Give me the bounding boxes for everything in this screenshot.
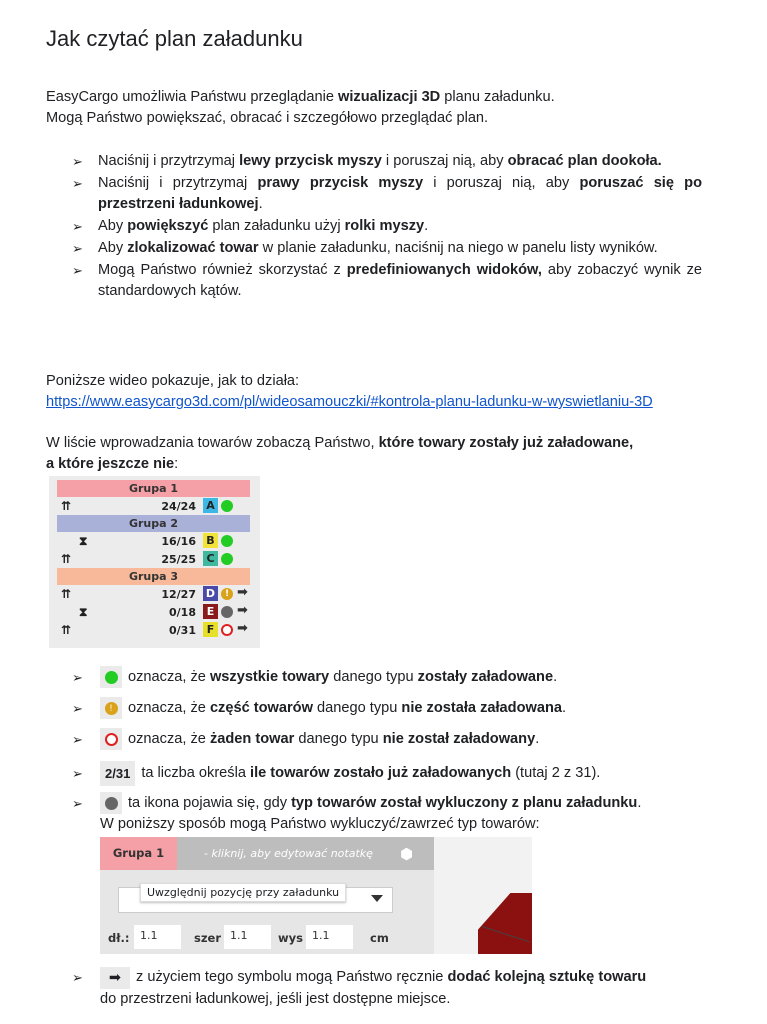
hourglass-icon: ⧗ xyxy=(79,534,88,548)
type-letter: A xyxy=(203,498,218,513)
width-input[interactable]: 1.1 xyxy=(224,925,271,949)
stack-icon: ⇈ xyxy=(61,552,72,566)
grey-status-icon xyxy=(221,606,233,618)
green-status-icon xyxy=(221,500,233,512)
list-item: ➢ Mogą Państwo również skorzystać z predefiniowanych widoków, aby zobaczyć wynik ze standardowych kątów. xyxy=(72,260,702,302)
cargo-group-list xyxy=(49,476,260,648)
list-item: ➢ Naciśnij i przytrzymaj prawy przycisk myszy i poruszaj nią, aby poruszać się po przestrzeni ładunkowej. xyxy=(72,173,702,215)
bullet-arrow-icon: ➢ xyxy=(72,263,83,278)
intro-text-end: planu załadunku. xyxy=(440,89,555,105)
group-label: Grupa 1 xyxy=(100,837,177,870)
legend-count: ➢ 2/31 ta liczba określa ile towarów zostało już załadowanych (tutaj 2 z 31). xyxy=(72,761,712,786)
edit-note-link[interactable]: - kliknij, aby edytować notatkę xyxy=(204,847,373,860)
add-item-arrow-icon: ➡ xyxy=(100,967,130,989)
cargo-row[interactable] xyxy=(49,621,260,639)
unit-label: cm xyxy=(370,931,389,945)
bullet-arrow-icon: ➢ xyxy=(72,154,83,169)
green-status-icon xyxy=(221,535,233,547)
bullet-arrow-icon: ➢ xyxy=(72,970,83,985)
cargo-box-icon[interactable]: ⬢ xyxy=(400,846,414,863)
intro-bold: wizualizacji 3D xyxy=(338,89,441,105)
none-loaded-icon xyxy=(100,728,122,750)
instructions-list xyxy=(72,151,702,303)
loaded-count: 25/25 xyxy=(161,553,196,566)
excluded-icon xyxy=(100,792,122,814)
group-header[interactable]: Grupa 3 xyxy=(57,568,250,585)
green-status-icon xyxy=(100,666,122,688)
group-header[interactable]: Grupa 1 xyxy=(57,480,250,497)
loaded-count: 0/18 xyxy=(169,606,196,619)
page-title: Jak czytać plan załadunku xyxy=(46,26,303,51)
type-letter: B xyxy=(203,533,218,548)
bullet-arrow-icon: ➢ xyxy=(72,219,83,234)
type-letter: D xyxy=(203,586,218,601)
group-header[interactable]: Grupa 2 xyxy=(57,515,250,532)
list-item: ➢ Aby powiększyć plan załadunku użyj rolki myszy. xyxy=(72,216,702,237)
intro-line-2: Mogą Państwo powiększać, obracać i szczegółowo przeglądać plan. xyxy=(46,110,489,126)
loaded-count: 16/16 xyxy=(161,535,196,548)
height-input[interactable]: 1.1 xyxy=(306,925,353,949)
list-intro: W liście wprowadzania towarów zobaczą Państwo, które towary zostały już załadowane, a które jeszcze nie: xyxy=(46,435,634,472)
cargo-row[interactable] xyxy=(49,532,260,550)
legend-yellow: ➢ ! oznacza, że część towarów danego typu nie została załadowana. xyxy=(72,697,712,719)
intro-text: EasyCargo umożliwia Państwu przeglądanie xyxy=(46,89,339,105)
add-item-arrow-icon[interactable]: ➡ xyxy=(237,603,248,618)
bullet-arrow-icon: ➢ xyxy=(72,176,83,191)
bullet-arrow-icon: ➢ xyxy=(72,731,83,747)
video-link[interactable]: https://www.easycargo3d.com/pl/wideosamouczki/#kontrola-planu-ladunku-w-wyswietlaniu-3D xyxy=(46,394,653,410)
width-label: szer xyxy=(194,931,222,945)
arrow-description: do przestrzeni ładunkowej, jeśli jest dostępne miejsce. xyxy=(100,991,451,1007)
yellow-status-icon: ! xyxy=(221,588,233,600)
include-select-label: Uwzględnij pozycję przy załadunku xyxy=(140,883,346,902)
height-label: wys xyxy=(278,931,303,945)
count-badge: 2/31 xyxy=(100,761,135,786)
stack-icon: ⇈ xyxy=(61,499,72,513)
cargo-row[interactable] xyxy=(49,497,260,515)
length-input[interactable]: 1.1 xyxy=(134,925,181,949)
bullet-arrow-icon: ➢ xyxy=(72,669,83,685)
type-letter: E xyxy=(203,604,218,619)
cargo-row[interactable] xyxy=(49,550,260,568)
bullet-arrow-icon: ➢ xyxy=(72,766,83,781)
intro-line-1 xyxy=(46,87,555,108)
cargo-row[interactable] xyxy=(49,585,260,603)
legend-excluded: ➢ ta ikona pojawia się, gdy typ towarów został wykluczony z planu załadunku. xyxy=(72,792,712,814)
cargo-row[interactable] xyxy=(49,603,260,621)
type-letter: F xyxy=(203,622,218,637)
legend-red: ➢ oznacza, że żaden towar danego typu nie został załadowany. xyxy=(72,728,712,750)
red-status-icon xyxy=(221,624,233,636)
list-item: ➢ Naciśnij i przytrzymaj lewy przycisk myszy i poruszaj nią, aby obracać plan dookoła. xyxy=(72,151,702,172)
video-text: Poniższe wideo pokazuje, jak to działa: xyxy=(46,373,300,389)
bullet-arrow-icon: ➢ xyxy=(72,241,83,256)
loaded-count: 24/24 xyxy=(161,500,196,513)
legend-arrow: ➢ ➡ z użyciem tego symbolu mogą Państwo ręcznie dodać kolejną sztukę towaru xyxy=(72,967,712,989)
legend-green: ➢ oznacza, że wszystkie towary danego typu zostały załadowane. xyxy=(72,666,712,688)
list-item: ➢ Aby zlokalizować towar w planie załadunku, naciśnij na niego w panelu listy wyników. xyxy=(72,238,702,259)
stack-icon: ⇈ xyxy=(61,587,72,601)
type-letter: C xyxy=(203,551,218,566)
add-item-arrow-icon[interactable]: ➡ xyxy=(237,621,248,636)
loaded-count: 0/31 xyxy=(169,624,196,637)
exclude-instructions: W poniższy sposób mogą Państwo wykluczyć/zawrzeć typ towarów: xyxy=(100,816,540,832)
stack-icon: ⇈ xyxy=(61,623,72,637)
chevron-down-icon[interactable] xyxy=(371,895,383,902)
warning-status-icon: ! xyxy=(100,697,122,719)
bullet-arrow-icon: ➢ xyxy=(72,700,83,716)
bullet-arrow-icon: ➢ xyxy=(72,795,83,811)
hourglass-icon: ⧗ xyxy=(79,605,88,619)
green-status-icon xyxy=(221,553,233,565)
add-item-arrow-icon[interactable]: ➡ xyxy=(237,585,248,600)
loaded-count: 12/27 xyxy=(161,588,196,601)
length-label: dł.: xyxy=(108,931,130,945)
